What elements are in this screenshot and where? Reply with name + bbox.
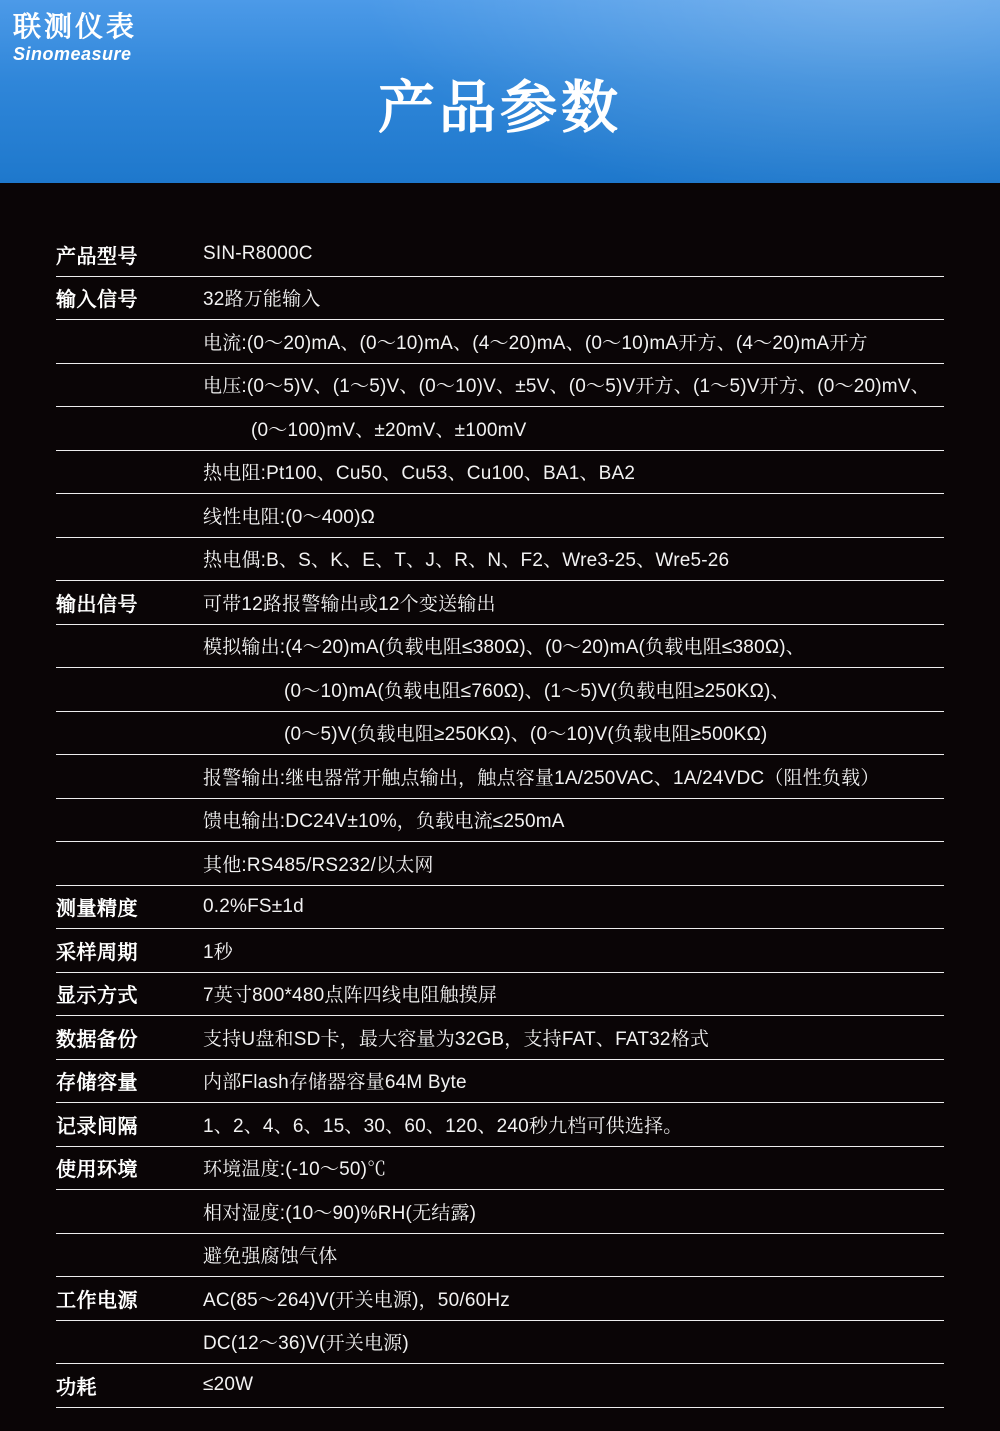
spec-value: DC(12～36)V(开关电源) [203, 1333, 409, 1355]
spec-value: 避免强腐蚀气体 [203, 1246, 338, 1268]
spec-table [56, 233, 944, 1408]
brand-logo [13, 12, 137, 65]
spec-label: 数据备份 [56, 1028, 138, 1051]
spec-value: 环境温度:(-10～50)℃ [203, 1159, 387, 1181]
table-row [56, 581, 944, 625]
table-row [56, 451, 944, 495]
table-row [56, 668, 944, 712]
table-row [56, 320, 944, 364]
spec-label: 功耗 [56, 1376, 97, 1399]
spec-value: (0～5)V(负载电阻≥250KΩ)、(0～10)V(负载电阻≥500KΩ) [284, 724, 768, 746]
spec-value: ≤20W [203, 1374, 254, 1396]
spec-label: 输入信号 [56, 289, 138, 312]
table-row [56, 1147, 944, 1191]
spec-value: AC(85～264)V(开关电源)，50/60Hz [203, 1289, 510, 1311]
spec-value: 支持U盘和SD卡，最大容量为32GB，支持FAT、FAT32格式 [203, 1028, 710, 1050]
table-row [56, 842, 944, 886]
spec-value: 相对湿度:(10～90)%RH(无结露) [203, 1202, 477, 1224]
spec-label: 输出信号 [56, 593, 138, 616]
spec-label: 存储容量 [56, 1072, 138, 1095]
table-row [56, 233, 944, 277]
page-title: 产品参数 [378, 76, 622, 140]
spec-value: 7英寸800*480点阵四线电阻触摸屏 [203, 985, 498, 1007]
table-row [56, 277, 944, 321]
table-row [56, 886, 944, 930]
table-row [56, 755, 944, 799]
spec-value: 可带12路报警输出或12个变送输出 [203, 593, 496, 615]
spec-value: 1秒 [203, 941, 233, 963]
spec-label: 测量精度 [56, 898, 138, 921]
spec-label: 采样周期 [56, 941, 138, 964]
spec-label: 工作电源 [56, 1289, 138, 1312]
spec-value: 内部Flash存储器容量64M Byte [203, 1072, 467, 1094]
table-row [56, 364, 944, 408]
brand-name-cn: 联测仪表 [13, 11, 138, 42]
spec-value: 32路万能输入 [203, 289, 321, 311]
spec-value: 1、2、4、6、15、30、60、120、240秒九档可供选择。 [203, 1115, 683, 1137]
table-row [56, 929, 944, 973]
header-banner [0, 0, 1000, 183]
table-row [56, 712, 944, 756]
spec-value: (0～10)mA(负载电阻≤760Ω)、(1～5)V(负载电阻≥250KΩ)、 [284, 680, 790, 702]
table-row [56, 1190, 944, 1234]
table-row [56, 1103, 944, 1147]
table-row [56, 494, 944, 538]
table-row [56, 1016, 944, 1060]
brand-name-en: Sinomeasure [13, 43, 132, 64]
table-row [56, 625, 944, 669]
table-row [56, 407, 944, 451]
table-row [56, 1277, 944, 1321]
spec-label: 记录间隔 [56, 1115, 138, 1138]
spec-value: 0.2%FS±1d [203, 895, 304, 917]
spec-label: 使用环境 [56, 1159, 138, 1182]
spec-value: 模拟输出:(4～20)mA(负载电阻≤380Ω)、(0～20)mA(负载电阻≤380Ω)、 [203, 637, 805, 659]
spec-value: 其他:RS485/RS232/以太网 [203, 854, 434, 876]
table-row [56, 538, 944, 582]
spec-value: 热电偶:B、S、K、E、T、J、R、N、F2、Wre3-25、Wre5-26 [203, 550, 730, 572]
spec-value: (0～100)mV、±20mV、±100mV [251, 419, 527, 441]
spec-label: 产品型号 [56, 245, 138, 268]
table-row [56, 1234, 944, 1278]
spec-value: 电流:(0～20)mA、(0～10)mA、(4～20)mA、(0～10)mA开方、(4～20)mA开方 [203, 332, 868, 354]
spec-label: 显示方式 [56, 985, 138, 1008]
spec-value: 电压:(0～5)V、(1～5)V、(0～10)V、±5V、(0～5)V开方、(1～5)V开方、(0～20)mV、 [203, 376, 930, 398]
spec-value: 报警输出:继电器常开触点输出，触点容量1A/250VAC、1A/24VDC（阻性负载） [203, 767, 880, 789]
spec-value: 线性电阻:(0～400)Ω [203, 506, 376, 528]
table-row [56, 973, 944, 1017]
table-row [56, 1060, 944, 1104]
spec-value: SIN-R8000C [203, 243, 313, 265]
table-row [56, 1321, 944, 1365]
spec-value: 热电阻:Pt100、Cu50、Cu53、Cu100、BA1、BA2 [203, 463, 636, 485]
table-row [56, 799, 944, 843]
table-row [56, 1364, 944, 1408]
spec-value: 馈电输出:DC24V±10%，负载电流≤250mA [203, 811, 565, 833]
